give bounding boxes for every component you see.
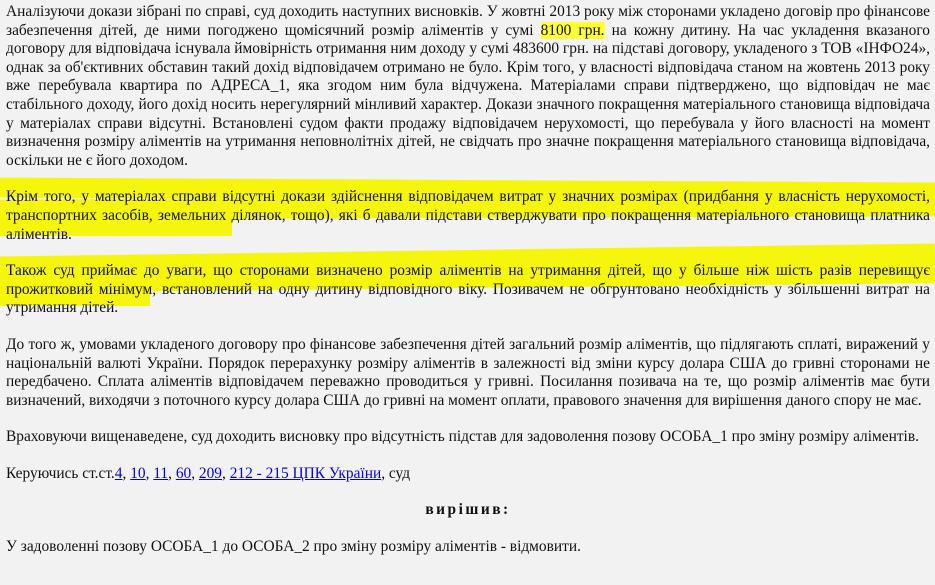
paragraph-no-expenses: Крім того, у матеріалах справи відсутні докази здійснення відповідачем витрат у значних розмірах (придбання у власність нерухомості, транспортних засобів, земельних ділянок, тощо), які б давали підстави стверджувати про покращення матеріального становища платника аліментів. — [6, 188, 930, 243]
article-link-11[interactable]: 11 — [153, 464, 169, 482]
highlighted-amount: 8100 грн. — [540, 21, 605, 39]
legal-basis-prefix: Керуючись ст.ст. — [6, 464, 115, 482]
link-separator: , — [122, 464, 131, 482]
link-separator: , — [145, 464, 154, 482]
link-separator: , — [222, 464, 230, 482]
article-link-60[interactable]: 60 — [175, 464, 192, 482]
paragraph-currency: До того ж, умовами укладеного договору про фінансове забезпечення дітей загальний розмір аліментів, що підлягають сплаті, виражений у національній валюті України. Порядок перерахунку розміру аліментів в залежності від зміни курсу долара США до гривні сторонами не передбачено. Сплата аліментів відповідачем переважно проводиться у гривні. Посилання позивача на те, що розмір аліментів має бути визначений, виходячи з поточного курсу долара США до гривні на момент оплати, правового значення для вирішення даного спору не має. — [6, 335, 930, 409]
legal-basis-suffix: , суд — [381, 464, 411, 482]
paragraph-conclusion: Враховуючи вищенаведене, суд доходить висновку про відсутність підстав для задоволення позову ОСОБА_1 про зміну розміру аліментів. — [6, 428, 919, 446]
decision-word: вирішив: — [425, 501, 511, 519]
paragraph-ruling: У задоволенні позову ОСОБА_1 до ОСОБА_2 про зміну розміру аліментів - відмовити. — [6, 538, 581, 556]
article-link-209[interactable]: 209 — [198, 464, 222, 482]
link-separator: , — [191, 464, 199, 482]
paragraph-text: Аналізуючи докази зібрані по справі, суд доходить наступних висновків. У жовтні 2013 року між сторонами укладено договір про фінансове забезпечення дітей, де ними погоджено щомісячний розмір аліментів у сумі — [6, 3, 930, 39]
decision-heading — [6, 501, 930, 520]
article-link-4[interactable]: 4 — [114, 464, 123, 482]
article-link-10[interactable]: 10 — [130, 464, 146, 482]
link-separator: , — [168, 464, 176, 482]
paragraph-text: на кожну дитину. На час укладення вказаного договору для відповідача існувала ймовірність отримання ним доходу у сумі 483600 грн. на підставі договору, укладеного з ТОВ «ІНФО24», однак за об'єктивних обставин такий дохід відповідачем отримано не було. Крім того, у власності відповідача станом на жовтень 2013 року вже перебувала квартира по АДРЕСА_1, яка згодом ним була відчужена. Матеріалами справи підтверджено, що відповідач не має стабільного доходу, його дохід носить нерегулярний мінливий характер. Докази значного покращення матеріального становища відповідача у матеріалах справи відсутні. Встановлені судом факти продажу відповідачем нерухомості, що перебувала у його власності на момент визначення розміру аліментів на утримання неповнолітніх дітей, не свідчать про значне покращення матеріального становища відповідача, оскільки не є його доходом. — [6, 21, 930, 169]
paragraph-subsistence-minimum: Також суд приймає до уваги, що сторонами визначено розмір аліментів на утримання дітей, що у більше ніж шість разів перевищує прожитковий мінімум, встановлений на одну дитину відповідного віку. Позивачем не обгрунтовано необхідність у збільшенні витрат на утримання дітей. — [6, 262, 930, 317]
paragraph-legal-basis — [6, 465, 930, 484]
article-link-212-215-cpk[interactable]: 212 - 215 ЦПК України — [229, 464, 382, 482]
paragraph-findings — [6, 3, 930, 170]
